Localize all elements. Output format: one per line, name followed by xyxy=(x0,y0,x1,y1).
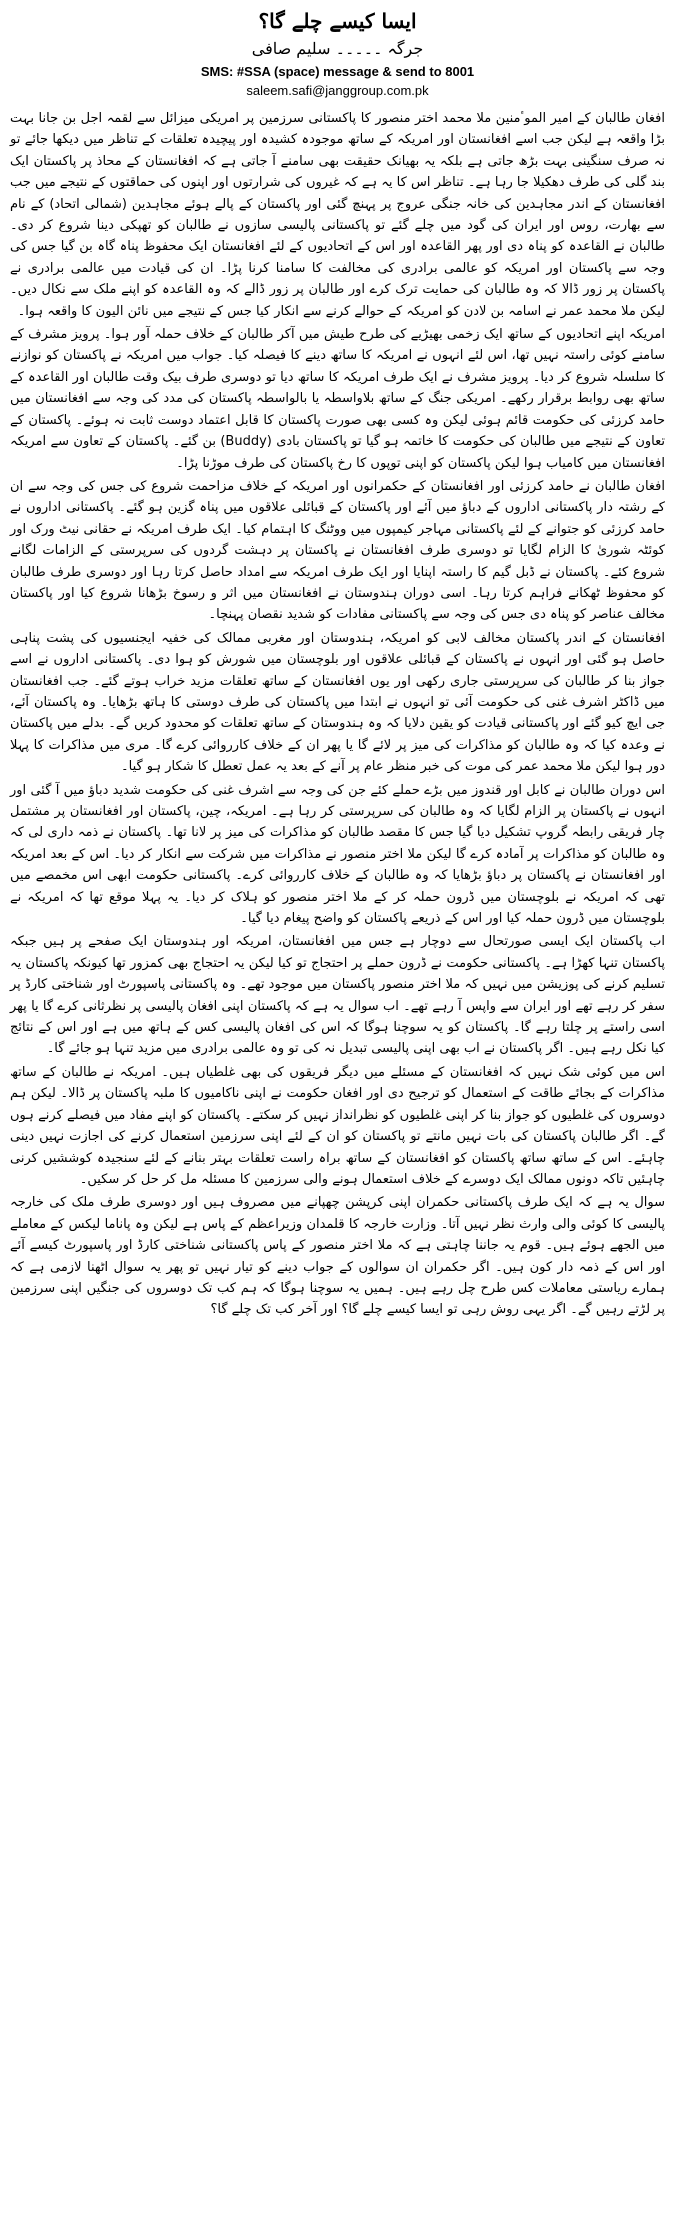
paragraph: اس دوران طالبان نے کابل اور قندوز میں بڑے حملے کئے جن کی وجہ سے اشرف غنی کی حکومت شدید دباؤ میں آ گئی اور انہوں نے پاکستان پر الزام لگایا کہ وہ طالبان کی سرپرستی کر رہا ہے۔ امریکہ، چین، پاکستان اور افغانستان پر مشتمل چار فریقی رابطہ گروپ تشکیل دیا گیا جس کا مقصد طالبان کو مذاکرات کی میز پر لانا تھا۔ پاکستان نے ذمہ داری لی کہ وہ طالبان کو مذاکرات پر آمادہ کرے گا لیکن ملا اختر منصور نے مذاکرات میں شرکت سے انکار کر دیا۔ اس کے بعد امریکہ اور افغانستان نے پاکستان پر دباؤ بڑھایا کہ وہ طالبان کے خلاف کارروائی کرے۔ پاکستانی حکومت ابھی اس مخمصے میں تھی کہ امریکہ نے بلوچستان میں ڈرون حملہ کر کے ملا اختر منصور کو ہلاک کر دیا۔ یہ پہلا موقع تھا کہ امریکہ نے بلوچستان میں ڈرون حملہ کیا اور اس کے ذریعے پاکستان کو واضح پیغام دیا گیا۔ xyxy=(10,782,665,927)
paragraph: افغان طالبان کے امیر الموٴمنین ملا محمد اختر منصور کا پاکستانی سرزمین پر امریکی میزائل سے لقمہ اجل بن جانا بہت بڑا واقعہ ہے لیکن جب اسے افغانستان اور امریکہ کے ساتھ موجودہ کشیدہ اور پیچیدہ تعلقات کے تناظر میں دیکھا جائے تو نہ صرف سنگینی بہت بڑھ جاتی ہے بلکہ یہ بھیانک حقیقت بھی سامنے آ جاتی ہے کہ افغانستان کے محاذ پر پاکستان ایک بند گلی کی طرف دھکیلا جا رہا ہے۔ تناظر اس کا یہ ہے کہ غیروں کی شرارتوں اور اپنوں کی حماقتوں کے نتیجے میں جب افغانستان کے اندر مجاہدین کی خانہ جنگی عروج پر پہنچ گئی اور پاکستان کے پالے ہوئے مجاہدین (شمالی اتحاد) کے نام سے بھارت، روس اور ایران کی گود میں چلے گئے تو پاکستانی پالیسی سازوں نے طالبان کو تھپکی دینا شروع کر دی۔ طالبان نے القاعدہ کو پناہ دی اور پھر القاعدہ اور اس کے اتحادیوں کے لئے افغانستان ایک محفوظ پناہ گاہ بن گیا جس کی وجہ سے پاکستان اور امریکہ کو عالمی برادری کی مخالفت کا سامنا کرنا پڑا۔ ان کی قیادت میں عالمی برادری نے پاکستان پر زور ڈالا کہ وہ طالبان کی حمایت ترک کرے اور طالبان پر زور ڈالے کہ وہ القاعدہ کو اپنے ملک سے نکال دیں۔ لیکن ملا محمد عمر نے اسامہ بن لادن کو امریکہ کے حوالے کرنے سے انکار کیا جس کے نتیجے میں نائن الیون کا واقعہ ہوا۔ xyxy=(10,111,665,319)
article-body xyxy=(0,100,675,1321)
sms-instruction: SMS: #SSA (space) message & send to 8001 xyxy=(200,64,475,79)
column-header xyxy=(0,0,675,100)
column-byline: جرگہ ۔۔۔۔۔ سلیم صافی xyxy=(251,39,424,58)
article-title: ایسا کیسے چلے گا؟ xyxy=(258,9,417,33)
paragraph: افغان طالبان نے حامد کرزئی اور افغانستان کے حکمرانوں اور امریکہ کے خلاف مزاحمت شروع کی جس کی وجہ سے ان کے رشتہ دار پاکستانی اداروں کے دباؤ میں آئے اور پاکستان کے قبائلی علاقوں میں پناہ گزین ہو گئے۔ پاکستانی اداروں نے حامد کرزئی کو جتوانے کے لئے پاکستانی مہاجر کیمپوں میں ووٹنگ کا اہتمام کیا۔ ایک طرف امریکہ نے حقانی نیٹ ورک اور کوئٹہ شوریٰ کا الزام لگایا تو دوسری طرف افغانستان نے پاکستان پر دہشت گردوں کی سرپرستی کے الزامات لگانے شروع کئے۔ پاکستان نے ڈبل گیم کا راستہ اپنایا اور ایک طرف امریکہ سے امداد حاصل کرتا رہا اور دوسری طرف طالبان کو محفوظ ٹھکانے فراہم کرتا رہا۔ اسی دوران ہندوستان نے افغانستان میں اثر و رسوخ بڑھانا شروع کیا اور پاکستان مخالف عناصر کو پناہ دی جس کی وجہ سے پاکستانی مفادات کو شدید نقصان پہنچا۔ xyxy=(10,478,665,623)
paragraph: اب پاکستان ایک ایسی صورتحال سے دوچار ہے جس میں افغانستان، امریکہ اور ہندوستان ایک صفحے پر ہیں جبکہ پاکستان تنہا کھڑا ہے۔ پاکستانی حکومت نے ڈرون حملے پر احتجاج تو کیا لیکن یہ احتجاج بھی کمزور تھا کیونکہ پاکستان یہ تسلیم کرنے کی پوزیشن میں نہیں کہ ملا اختر منصور پاکستان میں موجود تھے۔ وہ پاکستانی پاسپورٹ اور شناختی کارڈ پر سفر کر رہے تھے اور ایران سے واپس آ رہے تھے۔ اب سوال یہ ہے کہ پاکستان اپنی افغان پالیسی پر نظرثانی کرے گا یا پھر اسی راستے پر چلتا رہے گا۔ پاکستان کو یہ سوچنا ہوگا کہ اس کی افغان پالیسی کس کے ہاتھ میں ہے اور اس کے نتائج کیا نکل رہے ہیں۔ اگر پاکستان نے اب بھی اپنی پالیسی تبدیل نہ کی تو وہ عالمی برادری میں مزید تنہا ہو جائے گا۔ xyxy=(10,934,665,1057)
paragraph: اس میں کوئی شک نہیں کہ افغانستان کے مسئلے میں دیگر فریقوں کی بھی غلطیاں ہیں۔ امریکہ نے طالبان کے ساتھ مذاکرات کے بجائے طاقت کے استعمال کو ترجیح دی اور افغان حکومت نے اپنی ناکامیوں کا ملبہ پاکستان پر ڈالا۔ لیکن ہم دوسروں کی غلطیوں کو جواز بنا کر اپنی غلطیوں کو نظرانداز نہیں کر سکتے۔ پاکستان کو اپنے مفاد میں فیصلے کرنے ہوں گے۔ اگر طالبان پاکستان کی بات نہیں مانتے تو پاکستان کو ان کے لئے اپنی سرزمین استعمال کرنے کی اجازت نہیں دینی چاہئے۔ اس کے ساتھ ساتھ پاکستان کو افغانستان کے ساتھ براہ راست تعلقات بہتر بنانے کے لئے سنجیدہ کوششیں کرنی چاہئیں تاکہ دونوں ممالک ایک دوسرے کے خلاف استعمال ہونے والی سرزمین کا مسئلہ مل کر حل کر سکیں۔ xyxy=(10,1064,665,1187)
author-email: saleem.safi@janggroup.com.pk xyxy=(246,83,429,98)
paragraph: امریکہ اپنے اتحادیوں کے ساتھ ایک زخمی بھیڑیے کی طرح طیش میں آکر طالبان کے خلاف حملہ آور ہوا۔ پرویز مشرف کے سامنے کوئی راستہ نہیں تھا، اس لئے انہوں نے امریکہ کا ساتھ دینے کا فیصلہ کیا۔ جواب میں امریکہ نے پاکستان کو نوازنے کا سلسلہ شروع کر دیا۔ پرویز مشرف نے ایک طرف امریکہ کا ساتھ دیا تو دوسری طرف بیک وقت طالبان اور القاعدہ کے ساتھ بھی روابط برقرار رکھے۔ امریکی جنگ کے ساتھ بلاواسطہ یا بالواسطہ پاکستان کی مدد کی وجہ سے افغانستان میں حامد کرزئی کی حکومت قائم ہوئی لیکن وہ کسی بھی صورت پاکستان کا قابل اعتماد دوست ثابت نہ ہوئے۔ پاکستان کے تعاون کے نتیجے میں طالبان کی حکومت کا خاتمہ ہو گیا تو پاکستان بادی (Buddy) بن گئے۔ پاکستان کے تعاون سے امریکہ افغانستان میں کامیاب ہوا لیکن پاکستان کو اپنی توپوں کا رخ پاکستان کی طرف موڑنا پڑا۔ xyxy=(10,327,665,471)
paragraph: افغانستان کے اندر پاکستان مخالف لابی کو امریکہ، ہندوستان اور مغربی ممالک کی خفیہ ایجنسیوں کی پشت پناہی حاصل ہو گئی اور انہوں نے پاکستان کے قبائلی علاقوں اور بلوچستان میں شورش کو ہوا دی۔ پاکستانی اداروں نے اسے جواز بنا کر طالبان کی سرپرستی جاری رکھی اور یوں افغانستان کے ساتھ تعلقات مزید خراب ہوتے گئے۔ جب افغانستان میں ڈاکٹر اشرف غنی کی حکومت آئی تو انہوں نے ابتدا میں پاکستان کی طرف دوستی کا ہاتھ بڑھایا۔ وہ پاکستان آئے، جی ایچ کیو گئے اور پاکستانی قیادت کو یقین دلایا کہ وہ ہندوستان کے ساتھ تعلقات کو محدود کریں گے۔ بدلے میں پاکستان نے وعدہ کیا کہ وہ طالبان کو مذاکرات کی میز پر لائے گا یا پھر ان کے خلاف کارروائی کرے گا۔ مری میں مذاکرات کا پہلا دور ہوا لیکن ملا محمد عمر کی موت کی خبر منظر عام پر آنے کے بعد یہ عمل تعطل کا شکار ہو گیا۔ xyxy=(10,630,665,775)
paragraph: سوال یہ ہے کہ ایک طرف پاکستانی حکمران اپنی کرپشن چھپانے میں مصروف ہیں اور دوسری طرف ملک کی خارجہ پالیسی کا کوئی والی وارث نظر نہیں آتا۔ وزارت خارجہ کا قلمدان وزیراعظم کے پاس ہے لیکن وہ پاناما لیکس کے معاملے میں الجھے ہوئے ہیں۔ قوم یہ جاننا چاہتی ہے کہ ملا اختر منصور کے پاس پاکستانی شناختی کارڈ اور پاسپورٹ کیسے آئے اور اس کے ذمہ دار کون ہیں۔ اگر حکمران ان سوالوں کے جواب دینے کو تیار نہیں تو پھر یہ سوال اٹھنا لازمی ہے کہ ہمارے ریاستی معاملات کس طرح چل رہے ہیں۔ ہمیں یہ سوچنا ہوگا کہ ہم کب تک دوسروں کی جنگیں اپنی سرزمین پر لڑتے رہیں گے۔ اگر یہی روش رہی تو ایسا کیسے چلے گا؟ اور آخر کب تک چلے گا؟ xyxy=(10,1195,665,1318)
